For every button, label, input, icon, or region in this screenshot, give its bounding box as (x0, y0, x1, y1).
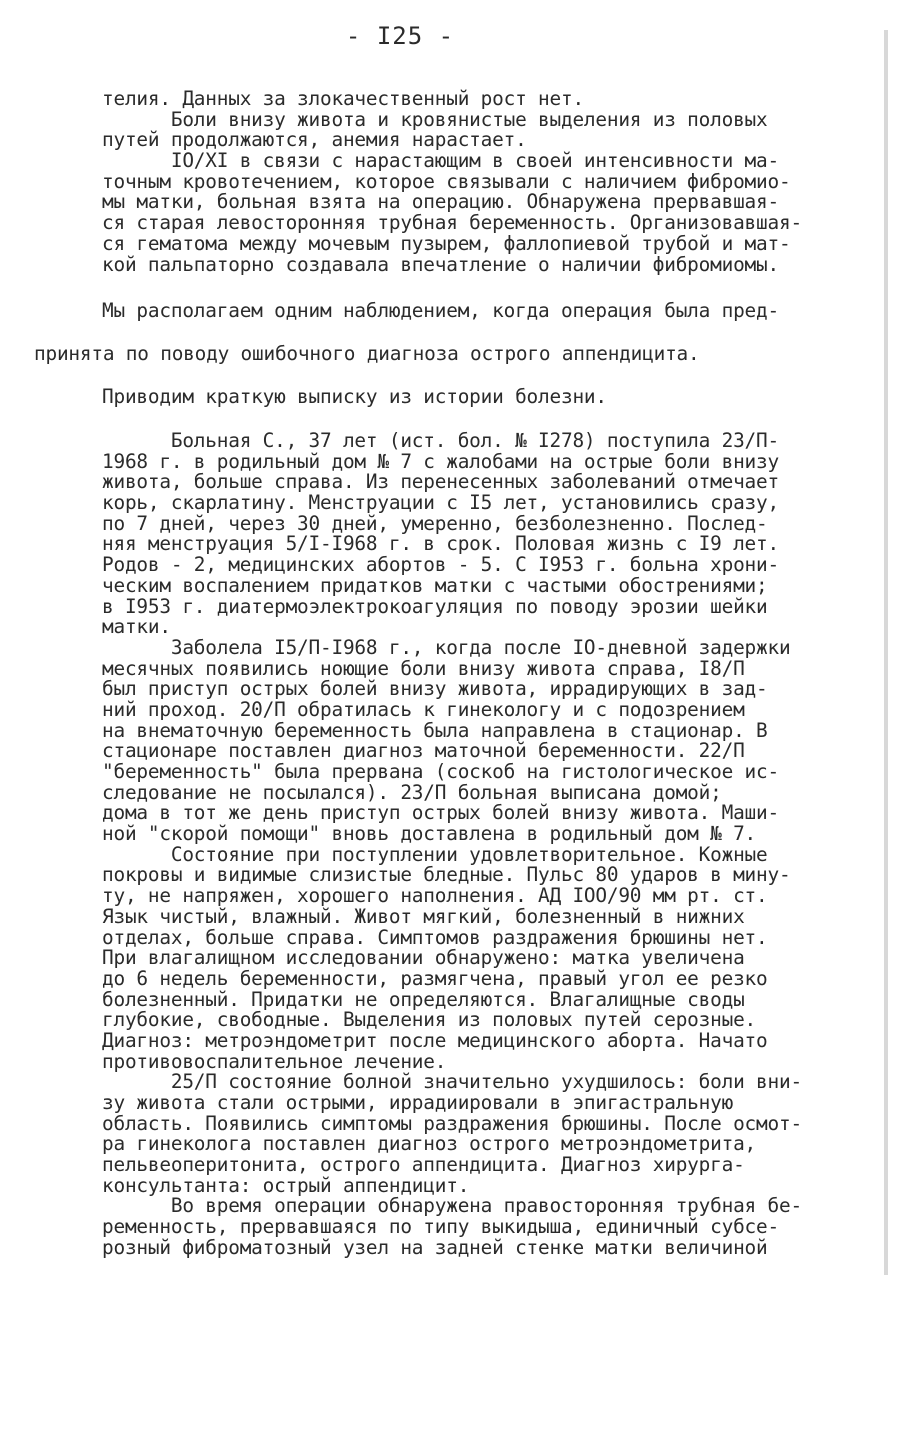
paragraph-observation-line-1: Мы располагаем одним наблюдением, когда операция была пред- (102, 299, 779, 322)
text-line: до 6 недель беременности, размягчена, правый угол ее резко (102, 966, 768, 990)
text-block-case-history (102, 431, 802, 1259)
text-line: Диагноз: метроэндометрит после медицинского аборта. Начато (102, 1028, 768, 1052)
text-line: Заболела I5/П-I968 г., когда после IO-дневной задержки (102, 635, 791, 659)
text-line: путей продолжаются, анемия нарастает. (102, 128, 527, 152)
paragraph-observation-line-2: принята по поводу ошибочного диагноза острого аппендицита. (34, 342, 700, 365)
text-line: месячных появились ноющие боли внизу живота справа, I8/П (102, 656, 745, 680)
text-line: консультанта: острый аппендицит. (102, 1173, 470, 1197)
text-line: телия. Данных за злокачественный рост нет. (102, 87, 584, 110)
text-line: ся гематома между мочевым пузырем, фаллопиевой трубой и мат- (102, 231, 791, 255)
text-line: по 7 дней, через 30 дней, умеренно, безболезненно. Послед- (102, 511, 768, 535)
text-line: отделах, больше справа. Симптомов раздражения брюшины нет. (102, 925, 768, 949)
text-line: 1968 г. в родильный дом № 7 с жалобами на острые боли внизу (102, 449, 779, 473)
text-line: "беременность" была прервана (соскоб на гистологическое ис- (102, 760, 779, 783)
text-line: пельвеоперитонита, острого аппендицита. Диагноз хирурга- (102, 1153, 745, 1177)
text-line: ний проход. 20/П обратилась к гинекологу и с подозрением (102, 697, 745, 721)
text-line: IO/XI в связи с нарастающим в своей интенсивности ма- (102, 149, 779, 173)
text-line: Язык чистый, влажный. Живот мягкий, болезненный в нижних (102, 904, 745, 928)
text-line: противовоспалительное лечение. (102, 1049, 447, 1073)
text-line: 25/П состояние болной значительно ухудшилось: боли вни- (102, 1070, 802, 1094)
text-line: ческим воспалением придатков матки с частыми обострениями; (102, 573, 768, 597)
paragraph-extract: Приводим краткую выписку из истории болезни. (102, 385, 607, 408)
text-line: стационаре поставлен диагноз маточной беременности. 22/П (102, 739, 745, 763)
text-block-intro (102, 89, 802, 275)
text-line: ременность, прервавшаяся по типу выкидыша, единичный субсе- (102, 1215, 779, 1239)
text-line: ту, не напряжен, хорошего наполнения. АД IOO/90 мм рт. ст. (102, 884, 768, 908)
text-line: Больная С., 37 лет (ист. бол. № I278) поступила 23/П- (102, 429, 779, 452)
text-line: на внематочную беременность была направлена в стационар. В (102, 718, 768, 742)
text-line: Родов - 2, медицинских абортов - 5. С I953 г. больна хрони- (102, 553, 779, 577)
text-line: живота, больше справа. Из перенесенных заболеваний отмечает (102, 470, 779, 494)
text-line: глубокие, свободные. Выделения из половых путей серозные. (102, 1008, 757, 1032)
text-line: следование не посылался). 23/П больная выписана домой; (102, 780, 722, 804)
text-line: ной "скорой помощи" вновь доставлена в родильный дом № 7. (102, 822, 757, 846)
text-line: был приступ острых болей внизу живота, иррадирующих в зад- (102, 677, 768, 701)
text-line: няя менструация 5/I-I968 г. в срок. Половая жизнь с I9 лет. (102, 532, 779, 556)
text-line: покровы и видимые слизистые бледные. Пульс 80 ударов в мину- (102, 863, 791, 887)
text-line: кой пальпаторно создавала впечатление о наличии фибромиомы. (102, 252, 779, 276)
text-line: корь, скарлатину. Менструации с I5 лет, установились сразу, (102, 491, 779, 515)
text-line: Состояние при поступлении удовлетворительное. Кожные (102, 842, 768, 866)
text-line: мы матки, больная взята на операцию. Обнаружена прервавшая- (102, 190, 779, 214)
page-number: - I25 - (345, 22, 455, 50)
text-line: зу живота стали острыми, иррадиировали в эпигастральную (102, 1091, 734, 1114)
text-line: ся старая левосторонняя трубная беременность. Организовавшая- (102, 211, 802, 235)
text-line: Во время операции обнаружена правосторонняя трубная бе- (102, 1194, 802, 1218)
text-line: Боли внизу живота и кровянистые выделения из половых (102, 107, 768, 131)
text-line: дома в тот же день приступ острых болей внизу живота. Маши- (102, 801, 779, 825)
text-line: матки. (102, 615, 171, 639)
text-line: розный фиброматозный узел на задней стенке матки величиной (102, 1235, 768, 1259)
text-line: При влагалищном исследовании обнаружено: матка увеличена (102, 946, 745, 970)
text-line: болезненный. Придатки не определяются. Влагалищные своды (102, 987, 745, 1011)
text-line: в I953 г. диатермоэлектрокоагуляция по поводу эрозии шейки (102, 594, 768, 618)
page-edge-shadow (884, 30, 888, 1275)
text-line: область. Появились симптомы раздражения брюшины. После осмот- (102, 1111, 802, 1135)
text-line: ра гинеколога поставлен диагноз острого метроэндометрита, (102, 1132, 757, 1156)
text-line: точным кровотечением, которое связывали с наличием фибромио- (102, 169, 791, 193)
